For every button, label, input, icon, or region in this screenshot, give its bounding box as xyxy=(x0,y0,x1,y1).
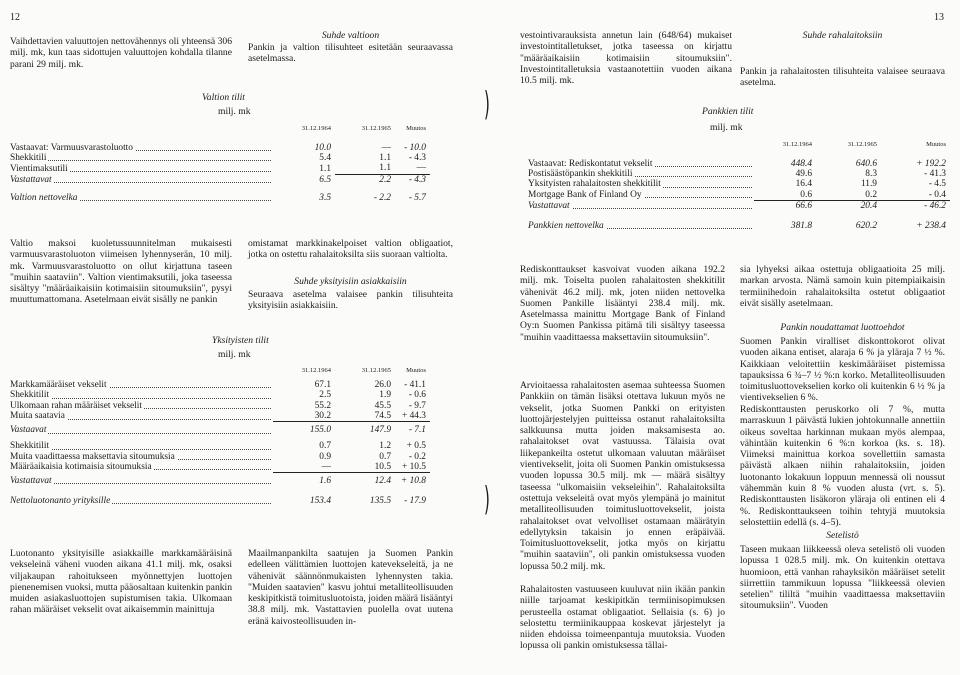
col-header: 31.12.1965 xyxy=(361,367,391,374)
table-row: Vientimaksutili 1.1 1.1 — xyxy=(10,163,430,174)
table-unit: milj. mk xyxy=(218,349,251,360)
right-col2-para4: Taseen mukaan liikkeessä oleva setelistö oli vuoden lopussa 1 028.5 milj. mk. On kuitenkin otettava huomioon, että vanhan rahayksikön määräiset setelit siirrettiin tammikuun lopussa "liikkeessä olevien setelien" tililtä "muihin vaadittaessa maksettaviin sitoumuksiin". Vuoden xyxy=(740,544,945,612)
table-title-yksityisten-tilit: Yksityisten tilit xyxy=(212,335,269,346)
intro-paragraph-left: Vaihdettavien valuuttojen nettovähennys oli yhteensä 306 milj. mk, kun taas sidottujen valuuttojen kohdalla tilanne parani 29 milj. mk. xyxy=(10,36,232,70)
right-col1-para1: Rediskonttaukset kasvoivat vuoden aikana 192.2 milj. mk. Toiselta puolen rahalaitosten shekkitilit vähenivät 46.2 milj. mk, joten niiden nettovelka Suomen Pankille lisääntyi 238.4 milj. mk. Asetelmassa mainittu Mortgage Bank of Finland Oy:n Suomen Pankissa pitämä tili sisältyy taseessa "muihin vaadittaessa maksettaviin sitoumuksiin". xyxy=(520,264,725,343)
table-row: Mortgage Bank of Finland Oy 0.6 0.2 - 0.4 xyxy=(528,190,950,201)
section-title-rahalaitokset: Suhde rahalaitoksiin xyxy=(802,30,883,41)
table-row: Vastaavat: Rediskontatut vekselit 448.4 640.6 + 192.2 xyxy=(528,159,946,169)
col-header: 31.12.1964 xyxy=(301,367,331,374)
paragraph-5: Maailmanpankilta saatujen ja Suomen Pankin edelleen välittämien luottojen katevekseleitä, ja ne vähenivät säännönmukaisten lyhennysten takia. "Muiden saatavien" kasvu johtui metalliteollisuuden keskipitkistä toimitusluotoista, joiden määrä lisääntyi 38.8 milj. mk. Vastattavien puolella ovat uutena eränä kaivosteollisuuden in- xyxy=(248,548,453,627)
table-row: Määräaikaisia kotimaisia sitoumuksia — 10.5 + 10.5 xyxy=(10,462,430,473)
intro-paragraph-right-r: Pankin ja rahalaitosten tilisuhteita valaisee seuraava asetelma. xyxy=(740,66,945,89)
paragraph-3: Seuraava asetelma valaisee pankin tilisuhteita yksityisiin asiakkaisiin. xyxy=(248,289,453,312)
table-unit: milj. mk xyxy=(218,106,251,117)
table-row: Pankkien nettovelka 381.8 620.2 + 238.4 xyxy=(528,220,946,231)
section-title-setelisto: Setelistö xyxy=(826,530,859,541)
right-col2-para3: Rediskonttausten peruskorko oli 7 %, mutta marraskuun 1 päivästä lukien johtokunnalle annettiin oikeus soveltaa harkinnan mukaan myös alempaa, vähintään kuitenkin 6 %:n korkoa (ks. s. 18). Viimeksi mainittua korkoa sovellettiin samasta päivästä alkaen niihin rahalaitoksiin, joiden luotonanto lokakuun loppuun mennessä oli noussut vähemmän kuin 8 % vuoden alusta (vrt. s. 5). Rediskonttausten lisäkoron yläraja oli entinen eli 4 %. Rediskonttaukseen toihin tehtyjä muutoksia selostettiin edellä (s. 4–5). xyxy=(740,404,945,528)
table-row: Nettoluotonanto yrityksille 153.4 135.5 - 17.9 xyxy=(10,496,426,507)
table-title-pankkien-tilit: Pankkien tilit xyxy=(702,106,754,117)
table-pankkien-tilit xyxy=(528,140,950,231)
table-row: Vastattavat 6.5 2.2 - 4.3 xyxy=(10,174,426,185)
section-title-luottoehdot: Pankin noudattamat luottoehdot xyxy=(780,322,905,333)
section-title-suhde-valtioon: Suhde valtioon xyxy=(321,30,380,41)
table-row: Muita vaadittaessa maksettavia sitoumuksia 0.9 0.7 - 0.2 xyxy=(10,451,426,462)
table-row: Markkamääräiset vekselit 67.1 26.0 - 41.1 xyxy=(10,380,426,391)
table-row: Vastaavat: Varmuusvarastoluotto 10.0 — - 10.0 xyxy=(10,143,426,153)
col-header: 31.12.1965 xyxy=(847,141,877,148)
col-header: 31.12.1965 xyxy=(361,125,391,132)
paragraph-4: Luotonanto yksityisille asiakkaille markkamääräisinä vekseleinä väheni vuoden aikana 41.1 milj. mk, osaksi viljakaupan rahoitukseen myönnettyjen luottojen pienenemisen vuoksi, mutta pääosaltaan kuitenkin pankin muiden asiakasluottojen supistumisen takia. Ulkomaan rahan määräiset vekselit ovat aikaisemmin mainittuja xyxy=(10,548,232,616)
col-header: 31.12.1964 xyxy=(301,125,331,132)
right-col1-para2: Arvioitaessa rahalaitosten asemaa suhteessa Suomen Pankkiin on tämän lisäksi otettava lukuun myös ne vekselit, jotka Suomen Pankki on erityisten luottojärjestelyjen puitteissa ostanut rahalaitoksilta salkkuunsa mutta joiden maksamisesta ao. rahalaitokset ovat vastuussa. Tälaisia ovat liikepankeilta ostetut ulkomaan valuutan määräiset vientivekselit, joita oli Suomen Pankin omistuksessa vuoden lopussa 30.5 milj. mk — määrä sisältyy taseessa "ulkomaisiin vekseleihin". Rahalaitoksilta ostettuja vekseleitä ovat myös ylempänä jo mainitut metalliteollisuuden toimitusluottovekselit, joista rahalaitokset ovat velvolliset ostamaan määrätyin edellytyksin takaisin jo ennen eräpäivää. Toimitusluottovekselit, jotka myös on kirjattu "muihin saataviin", oli pankin omistuksessa vuoden lopussa 50.2 milj. mk. xyxy=(520,380,725,572)
table-row: Shekkitilit 2.5 1.9 - 0.6 xyxy=(10,390,426,401)
table-row: Postisäästöpankin shekkitili 49.6 8.3 - 41.3 xyxy=(528,169,946,180)
table-row: Yksityisten rahalaitosten shekkitilit 16.4 11.9 - 4.5 xyxy=(528,179,946,190)
col-header: Muutos xyxy=(926,141,946,148)
intro-paragraph-right: Pankin ja valtion tilisuhteet esitetään seuraavassa asetelmassa. xyxy=(248,42,453,65)
table-unit: milj. mk xyxy=(710,122,743,133)
section-title-yksityiset: Suhde yksityisiin asiakkaisiin xyxy=(294,276,407,287)
col-header: Muutos xyxy=(406,125,426,132)
table-row: Shekkitilit 0.7 1.2 + 0.5 xyxy=(10,441,426,452)
table-row: Vastattavat 66.6 20.4 - 46.2 xyxy=(528,200,946,211)
paragraph-1: Valtio maksoi kuoletussuunnitelman mukaisesti varmuusvarastoluoton viimeisen lyhennyserän, 10 milj. mk. Varmuusvarastoluotto on ollut kirjattuna taseen "muihin saataviin". Valtion vientimaksutili, joka taseessa sisältyy "määräaikaisiin kotimaisiin sitoumuksiin", pysyi muuttumattomana. Asetelmaan eivät sisälly ne pankin xyxy=(10,238,232,306)
table-valtion-tilit xyxy=(10,124,430,203)
page-number-left: 12 xyxy=(10,12,20,23)
table-row: Vastaavat 155.0 147.9 - 7.1 xyxy=(10,425,426,436)
right-col1-para3: Rahalaitosten vastuuseen kuuluvat niin ikään pankin niille tarjoamat keskipitkän termiinisopimuksen perusteella ostamat obligaatiot. Sellaisia (s. 6) jo selostettu termiinikauppaa koskevat järjestelyt ja niiden ehdoissa toimeenpantuja muutoksia. Vuoden lopussa oli pankin omistuksessa tällai- xyxy=(520,584,725,652)
table-row: Vastattavat 1.6 12.4 + 10.8 xyxy=(10,476,426,487)
page-number-right: 13 xyxy=(934,12,944,23)
paragraph-2: omistamat markkinakelpoiset valtion obligaatiot, jotka on ostettu rahalaitoksilta siis suoraan valtiolta. xyxy=(248,238,453,261)
right-col2-para2: Suomen Pankin viralliset diskonttokorot olivat vuoden aikana entiset, alaraja 6 % ja yläraja 7 ½ %. Kaikkiaan veloitettiin keskimääräiset pistemissa tapauksissa 6 ¾–7 ½ %:n korko. Metalliteollisuuden toimitusluottovekselien korko oli kuitenkin 6 ½ % ja vientivekselien 6 %. xyxy=(740,336,945,404)
binding-mark-top: ) xyxy=(484,84,490,124)
right-col2-para1: sia lyhyeksi aikaa ostettuja obligaatioita 25 milj. markan arvosta. Nämä samoin kuin pitempiaikaisin termiinihedoin rahalaitoksilta ostetut obligaatiot eivät sisälly asetelmaan. xyxy=(740,264,945,309)
intro-paragraph-left-r: vestointivarauksista annetun lain (648/64) mukaiset investointitalletukset, jotka taseessa on kirjattu "määräaikaisiin kotimaisiin sitoumuksiin". Investointitalletuksia vastaanotettiin vuoden aikana 10.5 milj. mk. xyxy=(520,30,732,87)
table-row: Muita saatavia 30.2 74.5 + 44.3 xyxy=(10,411,430,422)
table-row: Shekkitili 5.4 1.1 - 4.3 xyxy=(10,153,426,164)
binding-mark-bottom: ) xyxy=(484,479,490,519)
table-title-valtion-tilit: Valtion tilit xyxy=(202,92,245,103)
table-row: Valtion nettovelka 3.5 - 2.2 - 5.7 xyxy=(10,192,426,203)
table-yksityisten-tilit xyxy=(10,366,430,506)
col-header: 31.12.1964 xyxy=(782,141,812,148)
col-header: Muutos xyxy=(406,367,426,374)
table-row: Ulkomaan rahan määräiset vekselit 55.2 45.5 - 9.7 xyxy=(10,400,426,411)
